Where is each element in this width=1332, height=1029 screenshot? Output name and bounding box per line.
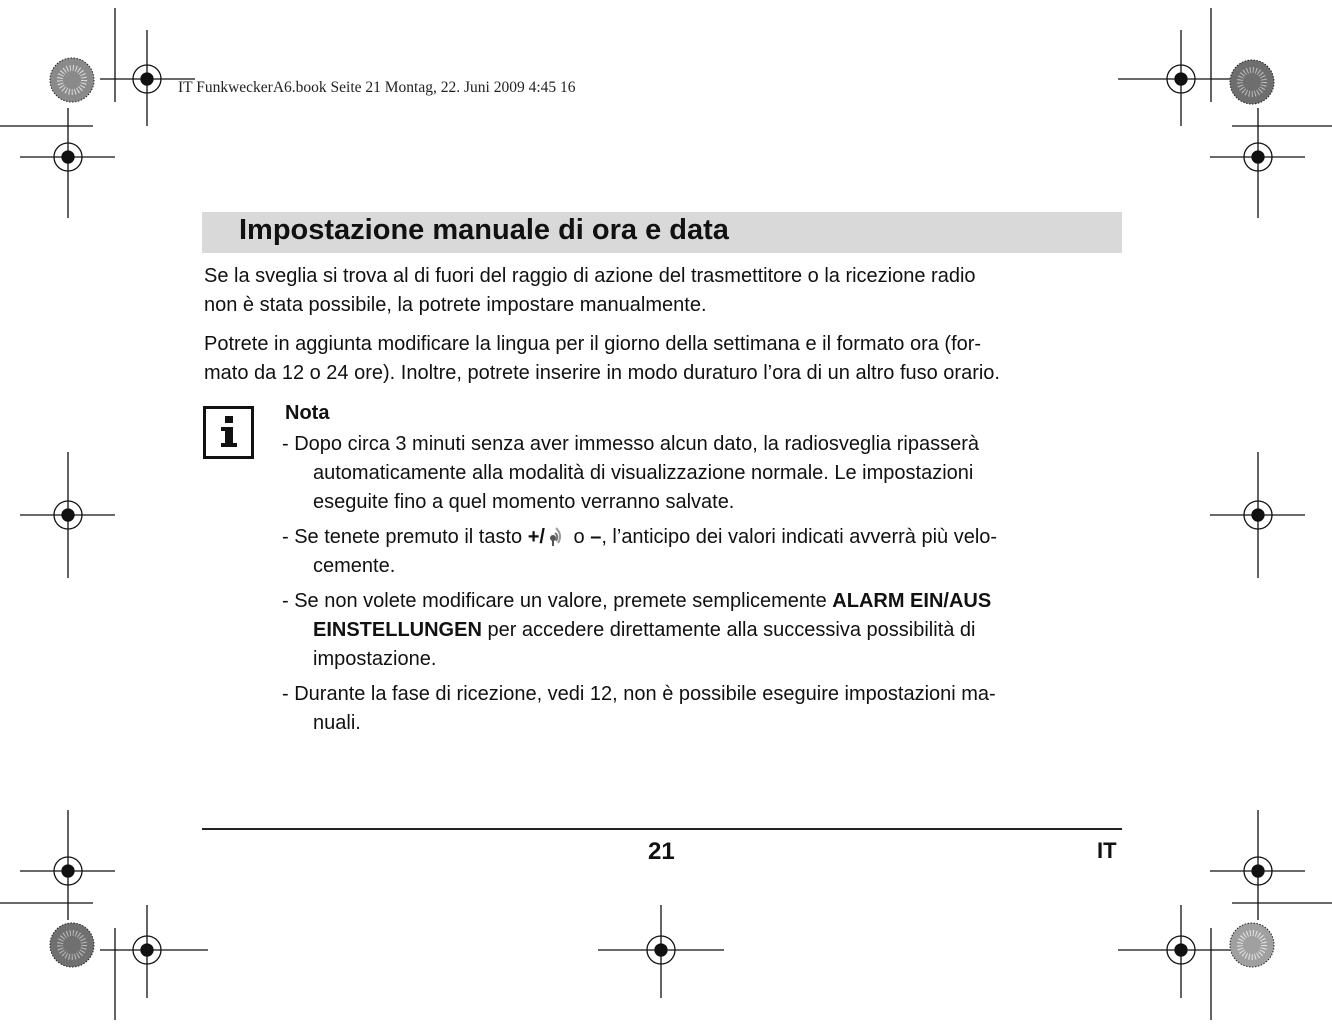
note-title: Nota <box>285 402 330 424</box>
plus-key-label: +/ <box>527 526 545 548</box>
registration-mark-icon <box>100 905 208 998</box>
star-target-icon <box>1230 60 1274 104</box>
note-item <box>282 587 1132 674</box>
registration-mark-icon <box>100 30 195 126</box>
note-line <box>282 616 1132 645</box>
note-line: automaticamente alla modalità di visualizzazione normale. Le impostazioni <box>313 462 974 484</box>
note-text: per accedere direttamente alla successiva possibilità di <box>481 619 976 641</box>
note-line: cemente. <box>313 555 396 577</box>
registration-mark-icon <box>20 452 115 578</box>
footer-rule <box>202 828 1122 830</box>
minus-key-label: – <box>590 526 602 548</box>
note-line <box>282 523 1132 552</box>
section-header-band <box>202 212 1122 253</box>
note-text: - Se non volete modificare un valore, premete semplicemente <box>282 590 833 612</box>
page-number: 21 <box>648 838 675 865</box>
language-code: IT <box>1097 838 1117 863</box>
note-line: impostazione. <box>313 648 437 670</box>
info-glyph <box>206 409 251 456</box>
note-item <box>282 523 1132 581</box>
note-item <box>282 680 1132 738</box>
star-target-icon <box>50 58 94 102</box>
settings-key-label: EINSTELLUNGEN <box>313 619 482 641</box>
paragraph-line: Potrete in aggiunta modificare la lingua per il giorno della settimana e il formato ora (for- <box>204 333 982 355</box>
radio-signal-icon <box>546 524 564 546</box>
note-item <box>282 430 1132 517</box>
note-line: eseguite fino a quel momento verranno salvate. <box>313 491 735 513</box>
star-target-icon <box>1230 923 1274 967</box>
registration-mark-icon <box>20 108 115 218</box>
paragraph-line: mato da 12 o 24 ore). Inoltre, potrete inserire in modo duraturo l’ora di un altro fuso orario. <box>204 362 1000 384</box>
note-text: - Se tenete premuto il tasto <box>282 526 528 548</box>
note-line: - Durante la fase di ricezione, vedi 12, non è possibile eseguire impostazioni ma- <box>282 683 996 705</box>
info-icon <box>203 406 254 459</box>
registration-mark-icon <box>1118 30 1230 126</box>
star-target-icon <box>50 923 94 967</box>
paragraph-line: non è stata possibile, la potrete impostare manualmente. <box>204 294 707 316</box>
printer-slug-line: IT FunkweckerA6.book Seite 21 Montag, 22. Juni 2009 4:45 16 <box>178 79 576 96</box>
note-line: - Dopo circa 3 minuti senza aver immesso alcun dato, la radiosveglia ripasserà <box>282 433 979 455</box>
note-line <box>282 587 1132 616</box>
alarm-key-label: ALARM EIN/AUS <box>832 590 992 612</box>
note-text: o <box>567 526 591 548</box>
note-text: , l’anticipo dei valori indicati avverrà più velo- <box>601 526 998 548</box>
intro-paragraph <box>204 262 1124 320</box>
note-list <box>282 430 1132 744</box>
registration-mark-icon <box>1210 108 1305 218</box>
note-line: nuali. <box>313 712 361 734</box>
registration-mark-icon <box>598 905 724 998</box>
section-title: Impostazione manuale di ora e data <box>239 214 729 246</box>
registration-mark-icon <box>1210 452 1305 578</box>
settings-paragraph <box>204 330 1124 388</box>
registration-mark-icon <box>1118 905 1230 998</box>
paragraph-line: Se la sveglia si trova al di fuori del raggio di azione del trasmettitore o la ricezione radio <box>204 265 976 287</box>
